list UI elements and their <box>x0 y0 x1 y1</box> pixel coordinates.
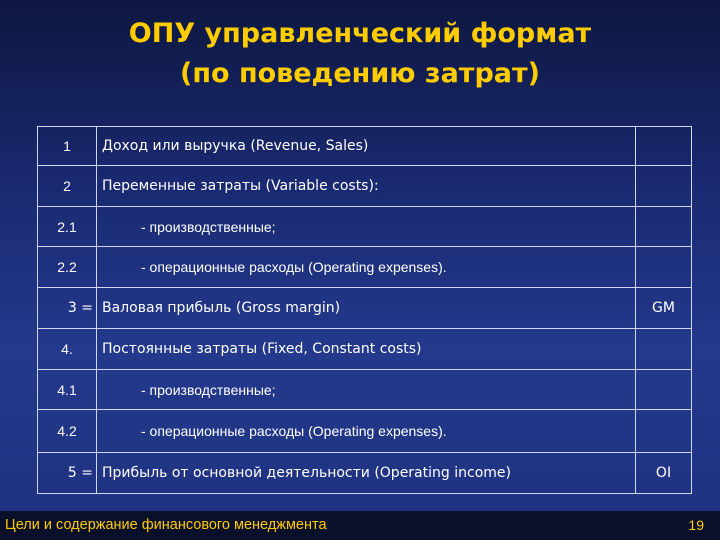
row-number: 2 <box>38 166 97 207</box>
row-number: 2.1 <box>38 207 97 247</box>
table-row <box>38 166 692 207</box>
table-row <box>38 453 692 494</box>
row-code <box>636 127 692 166</box>
row-text: - производственные; <box>97 370 636 410</box>
row-code: GM <box>636 288 692 329</box>
row-text: - производственные; <box>97 207 636 247</box>
slide-title <box>0 14 720 94</box>
table-row <box>38 247 692 288</box>
row-code <box>636 370 692 410</box>
row-text: Переменные затраты (Variable costs): <box>97 166 636 207</box>
row-code <box>636 329 692 370</box>
row-code <box>636 247 692 288</box>
table-row <box>38 329 692 370</box>
slide-title-line-2: (по поведению затрат) <box>180 58 540 89</box>
row-code: OI <box>636 453 692 494</box>
row-code <box>636 410 692 453</box>
table-row <box>38 410 692 453</box>
row-number: 3 = <box>38 288 97 329</box>
row-text: Доход или выручка (Revenue, Sales) <box>97 127 636 166</box>
row-number: 4. <box>38 329 97 370</box>
row-text: Валовая прибыль (Gross margin) <box>97 288 636 329</box>
row-number: 2.2 <box>38 247 97 288</box>
row-number: 4.1 <box>38 370 97 410</box>
row-text: - операционные расходы (Operating expenses). <box>97 247 636 288</box>
row-text: Прибыль от основной деятельности (Operating income) <box>97 453 636 494</box>
table-row <box>38 288 692 329</box>
footer-bar <box>0 511 720 540</box>
footer-title: Цели и содержание финансового менеджмента <box>5 517 327 533</box>
row-code <box>636 166 692 207</box>
table-row <box>38 127 692 166</box>
page-number: 19 <box>688 517 704 533</box>
slide-title-line-1: ОПУ управленческий формат <box>128 18 592 49</box>
table-row <box>38 207 692 247</box>
row-text: Постоянные затраты (Fixed, Constant costs) <box>97 329 636 370</box>
row-number: 5 = <box>38 453 97 494</box>
row-code <box>636 207 692 247</box>
row-number: 1 <box>38 127 97 166</box>
table-row <box>38 370 692 410</box>
row-text: - операционные расходы (Operating expenses). <box>97 410 636 453</box>
row-number: 4.2 <box>38 410 97 453</box>
pnl-table <box>37 126 692 494</box>
